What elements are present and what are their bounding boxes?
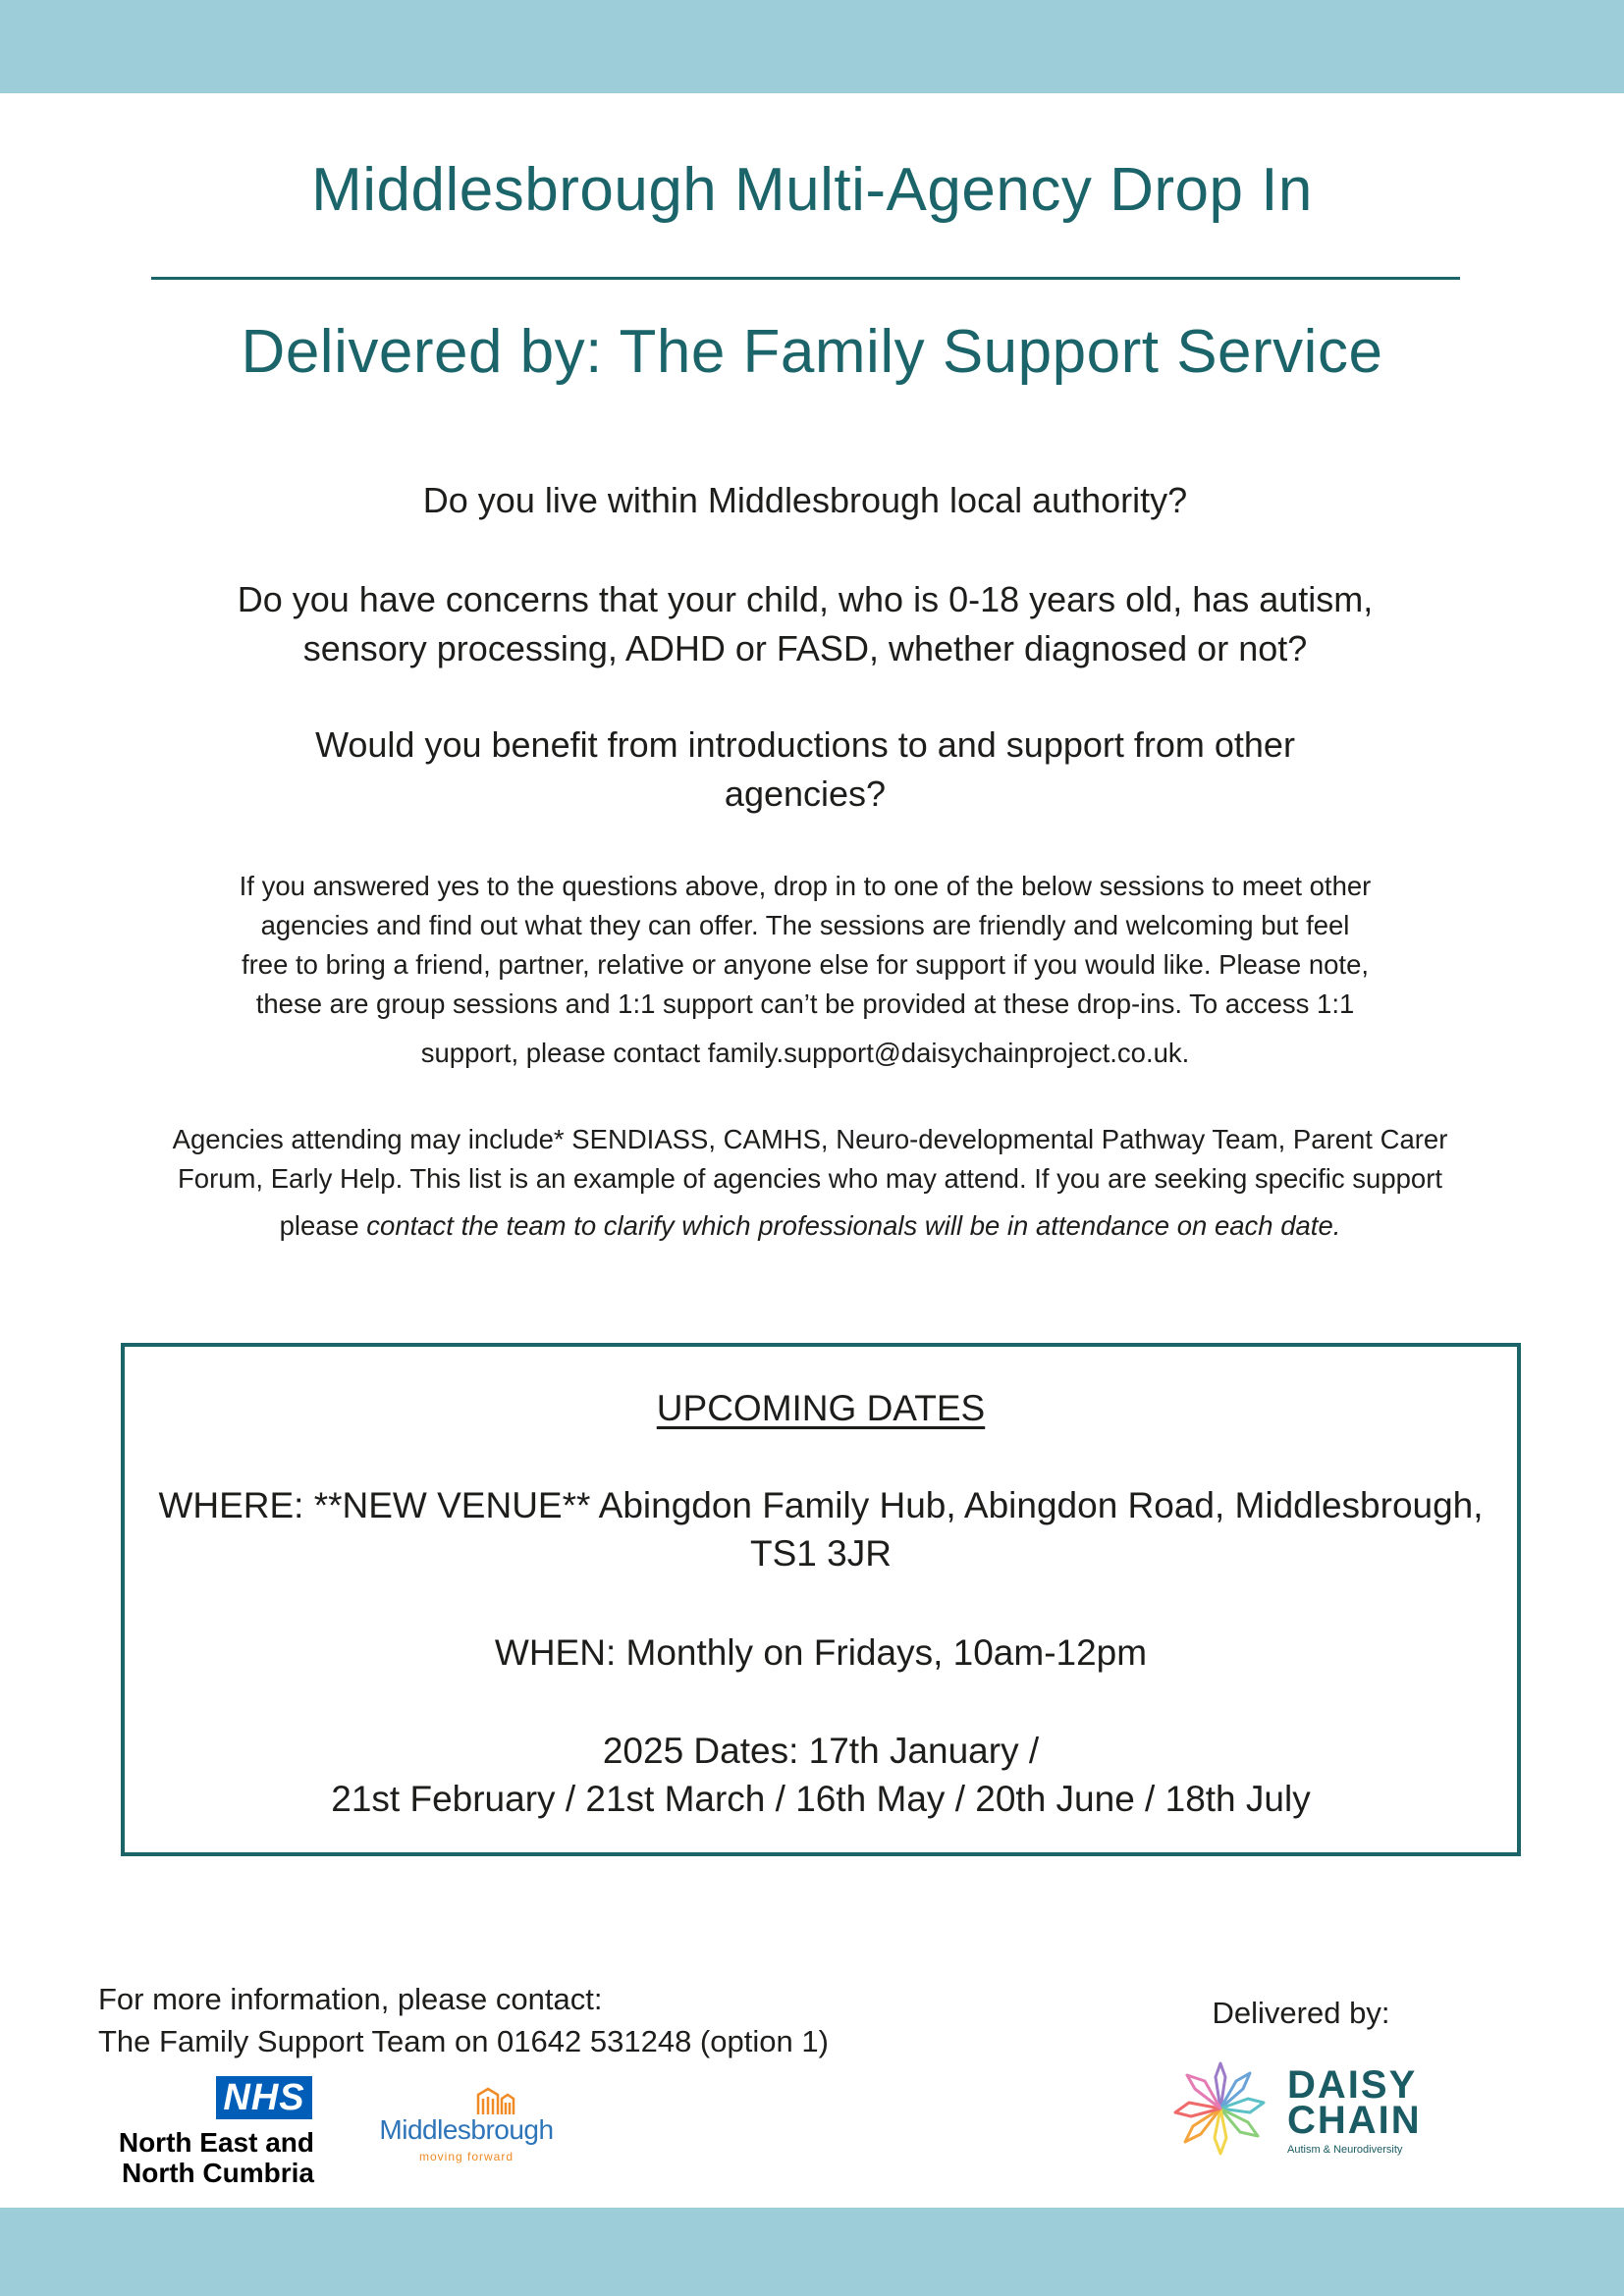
question-agency-support: [177, 721, 1434, 819]
delivered-by-label: Delivered by:: [1212, 1996, 1390, 2030]
middlesbrough-logo-name: Middlesbrough: [379, 2114, 554, 2145]
agencies-line-3-italic: contact the team to clarify which professionals will be in attendance on each date.: [366, 1210, 1341, 1241]
question-1-text: Do you live within Middlesbrough local authority?: [422, 480, 1188, 520]
question-local-authority: [177, 476, 1434, 525]
upcoming-dates-heading: UPCOMING DATES: [656, 1388, 986, 1428]
dates-line-1: 2025 Dates: 17th January /: [602, 1731, 1040, 1771]
venue-line-2: TS1 3JR: [750, 1533, 892, 1574]
dates-line-2: 21st February / 21st March / 16th May / 20th June / 18th July: [331, 1779, 1311, 1819]
session-time: WHEN: Monthly on Fridays, 10am-12pm: [494, 1632, 1148, 1673]
contact-info: [98, 1978, 982, 2062]
info-line-3: free to bring a friend, partner, relative or anyone else for support if you would like. Please note,: [241, 949, 1370, 980]
page-title: Middlesbrough Multi-Agency Drop In: [311, 156, 1313, 224]
bottom-color-band: [0, 2208, 1624, 2296]
question-2-line-1: Do you have concerns that your child, who is 0-18 years old, has autism,: [237, 579, 1374, 619]
daisy-chain-tagline: Autism & Neurodiversity: [1287, 2144, 1403, 2156]
daisy-chain-word-1: DAISY: [1287, 2063, 1418, 2107]
venue-info: [125, 1481, 1517, 1577]
session-dates: [125, 1727, 1517, 1823]
agencies-line-1: Agencies attending may include* SENDIASS, CAMHS, Neuro-developmental Pathway Team, Parent Carer: [172, 1124, 1448, 1154]
title-divider: [151, 277, 1460, 280]
nhs-region-line-2: North Cumbria: [122, 2158, 314, 2188]
nhs-region-line-1: North East and: [118, 2127, 314, 2158]
question-child-concerns: [177, 575, 1434, 673]
top-color-band: [0, 0, 1624, 93]
question-2-line-2: sensory processing, ADHD or FASD, whether diagnosed or not?: [302, 628, 1308, 668]
info-line-4: these are group sessions and 1:1 support can’t be provided at these drop-ins. To access 1:1: [255, 988, 1355, 1019]
middlesbrough-skyline-icon: [368, 2079, 565, 2118]
question-3-line-2: agencies?: [724, 774, 887, 814]
upcoming-dates-box: [121, 1343, 1521, 1856]
daisy-flower-icon: [1171, 2059, 1270, 2158]
daisy-chain-logo: [1171, 2059, 1436, 2158]
agencies-line-2: Forum, Early Help. This list is an example of agencies who may attend. If you are seeking specific support: [177, 1163, 1442, 1194]
info-line-2: agencies and find out what they can offer. The sessions are friendly and welcoming but feel: [260, 910, 1350, 940]
question-3-line-1: Would you benefit from introductions to and support from other: [315, 724, 1295, 765]
info-paragraph: [128, 867, 1483, 1073]
info-line-5-contact-email: support, please contact family.support@daisychainproject.co.uk.: [420, 1038, 1190, 1068]
venue-line-1: WHERE: **NEW VENUE** Abingdon Family Hub, Abingdon Road, Middlesbrough,: [158, 1485, 1484, 1525]
nhs-logo-box: NHS: [216, 2076, 312, 2119]
agencies-paragraph: [69, 1120, 1551, 1246]
contact-line-2-phone: The Family Support Team on 01642 531248 (option 1): [98, 2024, 829, 2058]
agencies-line-3: [69, 1206, 1551, 1246]
info-line-1: If you answered yes to the questions above, drop in to one of the below sessions to meet other: [239, 871, 1372, 901]
middlesbrough-council-logo: [368, 2079, 565, 2167]
daisy-chain-word-2: CHAIN: [1287, 2099, 1422, 2142]
contact-line-1: For more information, please contact:: [98, 1982, 603, 2016]
page-subtitle: Delivered by: The Family Support Service: [241, 318, 1383, 386]
nhs-region-name: [108, 2127, 314, 2188]
middlesbrough-logo-tagline: moving forward: [418, 2150, 514, 2163]
agencies-line-3-plain: please: [279, 1210, 367, 1241]
